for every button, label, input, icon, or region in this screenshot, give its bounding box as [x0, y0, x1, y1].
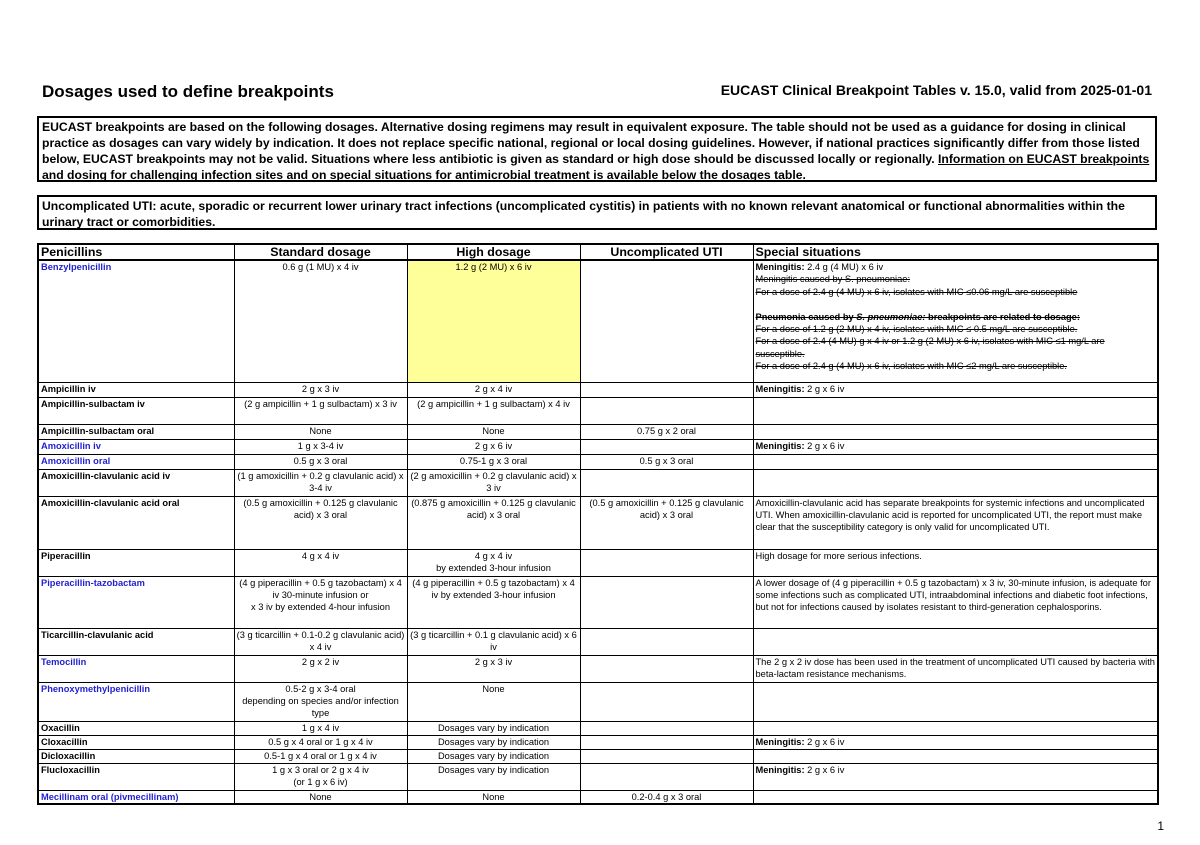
high-dosage: Dosages vary by indication	[407, 735, 580, 749]
standard-dosage: 1 g x 4 iv	[234, 721, 407, 735]
special-situations: A lower dosage of (4 g piperacillin + 0.5 g tazobactam) x 3 iv, 30-minute infusion, is adequate for some infections such as complicated UTI, intraabdominal infections and diabetic foot infections, but not for infections caused by isolates resistant to third-generation cephalosporins.	[753, 576, 1158, 628]
uti-dosage	[580, 382, 753, 397]
standard-dosage: 0.5-1 g x 4 oral or 1 g x 4 iv	[234, 749, 407, 763]
standard-dosage: 0.5 g x 4 oral or 1 g x 4 iv	[234, 735, 407, 749]
high-dosage: 1.2 g (2 MU) x 6 iv	[407, 260, 580, 382]
special-text: 2 g x 6 iv	[804, 736, 845, 747]
struck-note: For a dose of 2.4 g (4 MU) x 6 iv, isolates with MIC ≤0.06 mg/L are susceptible	[755, 286, 1078, 297]
special-situations: Amoxicillin-clavulanic acid has separate breakpoints for systemic infections and uncomplicated UTI. When amoxicillin-clavulanic acid is reported for uncomplicated UTI, the report must make clear that the susceptibility category is only valid for uncomplicated UTI.	[753, 496, 1158, 549]
standard-dosage	[234, 763, 407, 790]
drug-name: Amoxicillin-clavulanic acid iv	[38, 469, 234, 496]
struck-note: For a dose of 1.2 g (2 MU) x 4 iv, isolates with MIC ≤ 0.5 mg/L are susceptible.	[755, 324, 1078, 335]
table-row	[38, 763, 1158, 790]
drug-name: Ticarcillin-clavulanic acid	[38, 628, 234, 655]
column-header-uti: Uncomplicated UTI	[580, 244, 753, 260]
struck-note: breakpoints are related to dosage:	[925, 311, 1080, 322]
standard-dosage: 4 g x 4 iv	[234, 549, 407, 576]
high-dosage: 2 g x 6 iv	[407, 439, 580, 454]
table-row	[38, 454, 1158, 469]
table-header-row	[38, 244, 1158, 260]
special-text: 2.4 g (4 MU) x 6 iv	[804, 262, 884, 272]
uti-dosage	[580, 735, 753, 749]
drug-name: Ampicillin-sulbactam oral	[38, 424, 234, 439]
drug-name: Ampicillin iv	[38, 382, 234, 397]
standard-dosage: 0.5 g x 3 oral	[234, 454, 407, 469]
drug-name: Piperacillin-tazobactam	[38, 576, 234, 628]
drug-name: Amoxicillin oral	[38, 454, 234, 469]
special-text: 2 g x 6 iv	[804, 764, 845, 775]
struck-note: Meningitis caused by S. pneumoniae:	[755, 274, 911, 285]
drug-name: Amoxicillin-clavulanic acid oral	[38, 496, 234, 549]
table-row	[38, 424, 1158, 439]
high-dosage: Dosages vary by indication	[407, 749, 580, 763]
uti-dosage	[580, 749, 753, 763]
table-row	[38, 496, 1158, 549]
table-row	[38, 735, 1158, 749]
high-dosage: (0.875 g amoxicillin + 0.125 g clavulanic acid) x 3 oral	[407, 496, 580, 549]
column-header-special: Special situations	[753, 244, 1158, 260]
uti-dosage: 0.5 g x 3 oral	[580, 454, 753, 469]
column-header-penicillins: Penicillins	[38, 244, 234, 260]
high-dosage: (3 g ticarcillin + 0.1 g clavulanic acid) x 6 iv	[407, 628, 580, 655]
drug-name: Phenoxymethylpenicillin	[38, 682, 234, 721]
high-dosage-line: by extended 3-hour infusion	[436, 562, 551, 573]
standard-dosage: None	[234, 790, 407, 804]
table-row	[38, 655, 1158, 682]
special-situations	[753, 735, 1158, 749]
struck-note: S. pneumoniae:	[856, 311, 926, 322]
drug-name: Piperacillin	[38, 549, 234, 576]
high-dosage: None	[407, 424, 580, 439]
drug-name: Amoxicillin iv	[38, 439, 234, 454]
special-label: Meningitis:	[755, 440, 805, 451]
special-situations	[753, 397, 1158, 424]
special-situations: The 2 g x 2 iv dose has been used in the treatment of uncomplicated UTI caused by bacteria with beta-lactam resistance mechanisms.	[753, 655, 1158, 682]
table-row	[38, 721, 1158, 735]
standard-dosage-line: (4 g piperacillin + 0.5 g tazobactam) x 4 iv 30-minute infusion or	[239, 577, 402, 600]
special-label: Meningitis:	[755, 764, 805, 775]
special-situations	[753, 749, 1158, 763]
table-row	[38, 790, 1158, 804]
table-row	[38, 749, 1158, 763]
standard-dosage: (2 g ampicillin + 1 g sulbactam) x 3 iv	[234, 397, 407, 424]
uti-dosage: 0.2-0.4 g x 3 oral	[580, 790, 753, 804]
special-text: 2 g x 6 iv	[804, 383, 845, 394]
uti-dosage	[580, 397, 753, 424]
table-row	[38, 382, 1158, 397]
special-situations	[753, 721, 1158, 735]
standard-dosage-line: depending on species and/or infection type	[242, 695, 399, 719]
standard-dosage-line: 0.5-2 g x 3-4 oral	[285, 683, 356, 694]
column-header-standard: Standard dosage	[234, 244, 407, 260]
high-dosage: None	[407, 682, 580, 721]
special-situations	[753, 439, 1158, 454]
intro-text: EUCAST breakpoints are based on the following dosages. Alternative dosing regimens may result in equivalent exposure. The table should not be used as a guidance for dosing in clinical practice as dosages can vary widely by indication. It does not replace specific national, regional or local dosing guidelines. However, if national practices significantly differ from those listed below, EUCAST breakpoints may not be valid. Situations where less antibiotic is given as standard or high dose should be discussed locally or regionally.	[42, 120, 1140, 166]
standard-dosage: 2 g x 2 iv	[234, 655, 407, 682]
uti-dosage	[580, 576, 753, 628]
uti-definition-text: Uncomplicated UTI: acute, sporadic or recurrent lower urinary tract infections (uncomplicated cystitis) in patients with no known relevant anatomical or functional abnormalities within the urinary tract or comorbidities.	[42, 199, 1125, 229]
table-row	[38, 576, 1158, 628]
special-situations	[753, 469, 1158, 496]
uti-dosage: 0.75 g x 2 oral	[580, 424, 753, 439]
special-text: 2 g x 6 iv	[804, 440, 845, 451]
uti-dosage	[580, 763, 753, 790]
uti-definition-box	[37, 195, 1157, 230]
drug-name: Benzylpenicillin	[38, 260, 234, 382]
standard-dosage	[234, 682, 407, 721]
special-situations	[753, 628, 1158, 655]
high-dosage: 2 g x 4 iv	[407, 382, 580, 397]
high-dosage: Dosages vary by indication	[407, 763, 580, 790]
standard-dosage: (0.5 g amoxicillin + 0.125 g clavulanic acid) x 3 oral	[234, 496, 407, 549]
drug-name: Dicloxacillin	[38, 749, 234, 763]
standard-dosage: (3 g ticarcillin + 0.1-0.2 g clavulanic acid) x 4 iv	[234, 628, 407, 655]
uti-dosage	[580, 628, 753, 655]
intro-link[interactable]: Information on EUCAST breakpoints and dosing for challenging infection sites and on special situations for antimicrobial treatment is available below the dosages table.	[42, 152, 1150, 182]
table-row	[38, 682, 1158, 721]
standard-dosage	[234, 576, 407, 628]
column-header-high: High dosage	[407, 244, 580, 260]
high-dosage-line: 4 g x 4 iv	[474, 550, 513, 561]
high-dosage: None	[407, 790, 580, 804]
special-situations: High dosage for more serious infections.	[753, 549, 1158, 576]
special-situations	[753, 424, 1158, 439]
special-label: Meningitis:	[755, 736, 805, 747]
special-situations	[753, 382, 1158, 397]
special-label: Meningitis:	[755, 383, 805, 394]
standard-dosage: 2 g x 3 iv	[234, 382, 407, 397]
uti-dosage	[580, 721, 753, 735]
standard-dosage: None	[234, 424, 407, 439]
table-row	[38, 628, 1158, 655]
high-dosage	[407, 549, 580, 576]
standard-dosage-line: (or 1 g x 6 iv)	[293, 776, 348, 787]
standard-dosage-line: x 3 iv by extended 4-hour infusion	[250, 602, 391, 613]
standard-dosage: (1 g amoxicillin + 0.2 g clavulanic acid) x 3-4 iv	[234, 469, 407, 496]
high-dosage: (4 g piperacillin + 0.5 g tazobactam) x 4 iv by extended 3-hour infusion	[407, 576, 580, 628]
drug-name: Mecillinam oral (pivmecillinam)	[38, 790, 234, 804]
special-situations	[753, 763, 1158, 790]
special-situations	[753, 454, 1158, 469]
uti-dosage	[580, 682, 753, 721]
dosage-table	[37, 243, 1159, 805]
struck-note: For a dose of 2.4 g (4 MU) x 6 iv, isolates with MIC ≤2 mg/L are susceptible.	[755, 361, 1068, 372]
special-situations	[753, 682, 1158, 721]
table-row	[38, 439, 1158, 454]
table-row	[38, 549, 1158, 576]
intro-box	[37, 116, 1157, 182]
page-number: 1	[1157, 819, 1164, 833]
drug-name: Ampicillin-sulbactam iv	[38, 397, 234, 424]
uti-dosage	[580, 469, 753, 496]
drug-name: Temocillin	[38, 655, 234, 682]
uti-dosage	[580, 439, 753, 454]
page-title: Dosages used to define breakpoints	[42, 82, 334, 101]
standard-dosage-line: 1 g x 3 oral or 2 g x 4 iv	[272, 764, 369, 775]
high-dosage: 2 g x 3 iv	[407, 655, 580, 682]
drug-name: Oxacillin	[38, 721, 234, 735]
struck-note: For a dose of 2.4 (4 MU) g x 4 iv or 1.2 g (2 MU) x 6 iv, isolates with MIC ≤1 mg/L are susceptible.	[755, 336, 1105, 359]
special-situations	[753, 790, 1158, 804]
document-version: EUCAST Clinical Breakpoint Tables v. 15.0, valid from 2025-01-01	[720, 82, 1152, 98]
struck-note: Pneumonia caused by	[755, 311, 857, 322]
standard-dosage: 1 g x 3-4 iv	[234, 439, 407, 454]
table-row	[38, 397, 1158, 424]
table-row	[38, 469, 1158, 496]
special-situations	[753, 260, 1158, 382]
table-row	[38, 260, 1158, 382]
uti-dosage	[580, 549, 753, 576]
high-dosage: Dosages vary by indication	[407, 721, 580, 735]
drug-name: Cloxacillin	[38, 735, 234, 749]
high-dosage: (2 g ampicillin + 1 g sulbactam) x 4 iv	[407, 397, 580, 424]
high-dosage: 0.75-1 g x 3 oral	[407, 454, 580, 469]
drug-name: Flucloxacillin	[38, 763, 234, 790]
uti-dosage: (0.5 g amoxicillin + 0.125 g clavulanic acid) x 3 oral	[580, 496, 753, 549]
uti-dosage	[580, 655, 753, 682]
uti-dosage	[580, 260, 753, 382]
high-dosage: (2 g amoxicillin + 0.2 g clavulanic acid) x 3 iv	[407, 469, 580, 496]
special-label: Meningitis:	[755, 262, 805, 272]
standard-dosage: 0.6 g (1 MU) x 4 iv	[234, 260, 407, 382]
